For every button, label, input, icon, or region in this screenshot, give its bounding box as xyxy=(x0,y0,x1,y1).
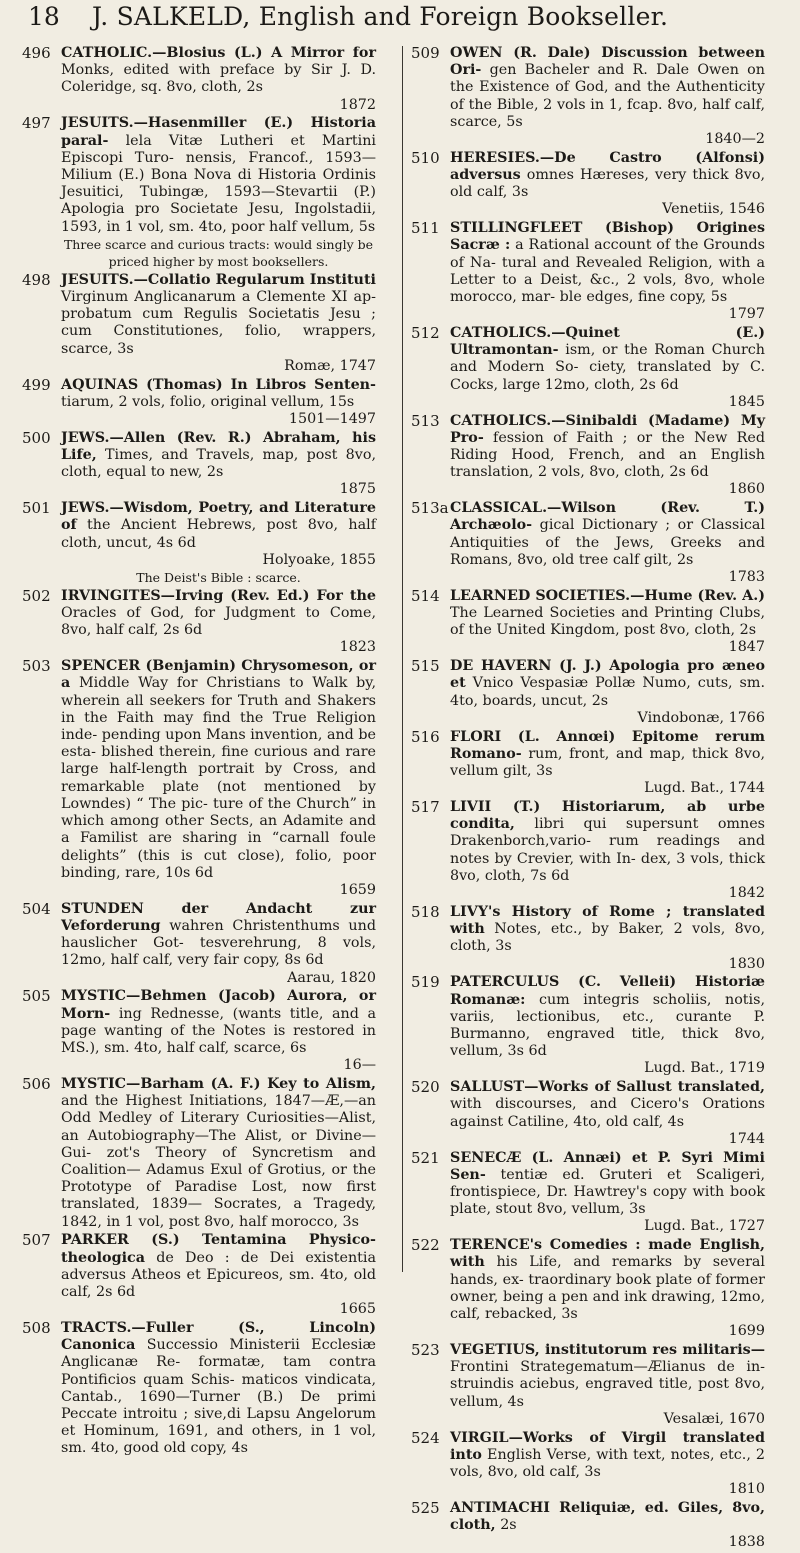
catalogue-entry xyxy=(411,500,765,586)
entry-text xyxy=(61,1076,376,1231)
entry-description: fession of Faith ; or the New Red Riding Hood, French, and an English translation, 2 vols, 8vo, cloth, 2s 6d xyxy=(450,429,765,481)
entry-description: lela Vitæ Lutheri et Martini Episcopi Turo- nensis, Francof., 1593—Milium (E.) Bona Nova di Historia Ordinis Jesuitici, Tubingæ, 1593—Stevartii (P.) Apologia pro Societate Jesu, Ingolstadii, 1593, in 1 vol, sm. 4to, poor half vellum, 5s xyxy=(61,132,377,235)
page-header xyxy=(28,2,780,42)
entry-heading: SALLUST—Works of Sallust translated, xyxy=(450,1079,765,1096)
entry-description: and the Highest Initiations, 1847—Æ,—an Odd Medley of Literary Curiosities—Alist, an Autobiography—The Alist, or Divine—Gui- zot's Theory of Syncretism and Coalition— Adamus Exul of Grotius, or the Prototype of Paradise Lost, now first translated, 1839— Socrates, a Tragedy, 1842, in 1 vol, post 8vo, half morocco, 3s xyxy=(61,1093,376,1230)
entry-text xyxy=(61,988,376,1074)
entry-note: The Deist's Bible : scarce. xyxy=(136,570,301,586)
entry-text xyxy=(61,901,376,987)
entry-number: 510 xyxy=(411,148,440,167)
entry-heading: TRACTS.—Fuller (S., Lincoln) Canonica xyxy=(61,1319,376,1354)
catalogue-entry xyxy=(22,272,376,375)
entry-number: 521 xyxy=(411,1148,440,1167)
entry-description: rum, front, and map, thick 8vo, vellum gilt, 3s xyxy=(450,745,766,780)
entry-text xyxy=(450,325,765,411)
entry-description: English Verse, with text, notes, etc., 2 vols, 8vo, old calf, 3s xyxy=(450,1446,766,1480)
left-column xyxy=(22,45,376,1459)
entry-imprint: 1875 xyxy=(339,481,376,498)
entry-description: cum integris scholiis, notis, variis, lectionibus, etc., curante P. Burmanno, engraved title, thick 8vo, vellum, 3s 6d xyxy=(450,991,766,1060)
entry-heading: CLASSICAL.—Wilson (Rev. T.) Archæolo- xyxy=(450,500,765,534)
column-divider xyxy=(402,46,403,1272)
entry-number: 503 xyxy=(22,657,51,676)
catalogue-entry xyxy=(22,658,376,899)
entry-heading: STILLINGFLEET (Bishop) Origines Sacræ : xyxy=(450,220,765,254)
entry-heading: LIVII (T.) Historiarum, ab urbe condita, xyxy=(450,799,765,833)
entry-imprint: Romæ, 1747 xyxy=(284,357,376,374)
entry-heading: MYSTIC—Behmen (Jacob) Aurora, or Morn- xyxy=(61,988,376,1022)
entry-description: 2s xyxy=(500,1517,517,1534)
entry-imprint: 1501—1497 xyxy=(288,411,376,428)
entry-heading: CATHOLICS.—Sinibaldi (Madame) My Pro- xyxy=(450,412,765,446)
catalogue-entry xyxy=(411,904,765,973)
entry-number: 498 xyxy=(22,270,51,289)
entry-imprint: Lugd. Bat., 1719 xyxy=(644,1060,765,1077)
entry-number: 501 xyxy=(22,499,51,518)
entry-description: the Ancient Hebrews, post 8vo, half cloth, uncut, 4s 6d xyxy=(61,517,377,551)
entry-number: 497 xyxy=(22,114,51,133)
entry-text xyxy=(61,1232,376,1318)
entry-text xyxy=(61,588,376,657)
entry-heading: VEGETIUS, institutorum res militaris— xyxy=(450,1341,765,1358)
entry-number: 512 xyxy=(411,324,440,343)
entry-text xyxy=(450,150,765,219)
entry-imprint: 16— xyxy=(343,1057,376,1074)
entry-description: Successio Ministerii Ecclesiæ Anglicanæ Re- formatæ, tam contra Pontificios quam Schis- maticos vindicata, Cantab., 1690—Turner (B.) De primi Peccate introitu ; sive,di Lapsu Angelorum et Hominum, 1691, and others, in 1 vol, sm. 4to, good old copy, 4s xyxy=(61,1337,376,1457)
entry-text xyxy=(450,658,765,727)
entry-heading: TERENCE's Comedies : made English, with xyxy=(450,1237,765,1271)
entry-description: Middle Way for Christians to Walk by, wherein all seekers for Truth and Shakers in the Faith may find the True Religion inde- pending upon Mans invention, and be esta- blished therein, fine curious and rare large half-length portrait by Cross, and remarkable plate (not mentioned by Lowndes) “ The pic- ture of the Church” in which among other Sects, an Adamite and a Familist are sharing in “carnall foule delights” (this is cut close), folio, poor binding, rare, 10s 6d xyxy=(61,675,376,881)
page-number: 18 xyxy=(28,2,60,31)
entry-text xyxy=(61,272,376,375)
entry-description: a Rational account of the Grounds of Na- tural and Revealed Religion, with a Letter to a Deist, &c., 2 vols, 8vo, whole morocco, mar- ble edges, fine copy, 5s xyxy=(450,237,766,306)
entry-imprint: 1699 xyxy=(728,1323,765,1340)
entry-imprint: 1744 xyxy=(728,1130,765,1147)
entry-heading: PATERCULUS (C. Velleii) Historiæ Romanæ: xyxy=(450,974,765,1008)
entry-number: 511 xyxy=(411,219,440,238)
entry-heading: JEWS.—Allen (Rev. R.) Abraham, his Life, xyxy=(61,429,376,464)
catalogue-entry xyxy=(411,588,765,657)
catalogue-entry xyxy=(411,1237,765,1340)
catalogue-entry xyxy=(22,430,376,499)
entry-text xyxy=(61,658,376,899)
entry-text xyxy=(61,377,376,429)
entry-heading: HERESIES.—De Castro (Alfonsi) adversus xyxy=(450,149,765,184)
entry-description: ism, or the Roman Church and Modern So- ciety, translated by C. Cocks, large 12mo, cloth, 2s 6d xyxy=(450,342,765,393)
entry-imprint: 1797 xyxy=(728,306,765,323)
entry-imprint: 1659 xyxy=(339,881,376,898)
entry-heading: FLORI (L. Annœi) Epitome rerum Romano- xyxy=(450,728,765,762)
entry-text xyxy=(450,1237,765,1340)
entry-description: ing Rednesse, (wants title, and a page wanting of the Notes is restored in MS.), sm. 4to, half calf, scarce, 6s xyxy=(61,1005,377,1056)
entry-number: 506 xyxy=(22,1074,51,1093)
entry-description: Times, and Travels, map, post 8vo, cloth, equal to new, 2s xyxy=(61,447,376,481)
entry-heading: IRVINGITES—Irving (Rev. Ed.) For the xyxy=(61,587,376,604)
entry-text xyxy=(450,500,765,586)
entry-text xyxy=(450,220,765,323)
entry-text xyxy=(450,1079,765,1148)
entry-number: 514 xyxy=(411,586,440,605)
catalogue-entry xyxy=(411,1430,765,1499)
entry-description: de Deo : de Dei existentia adversus Atheos et Epicureos, sm. 4to, old calf, 2s 6d xyxy=(61,1249,377,1300)
entry-heading: ANTIMACHI Reliquiæ, ed. Giles, 8vo, cloth, xyxy=(450,1499,765,1534)
catalogue-entry xyxy=(411,729,765,798)
catalogue-entry xyxy=(411,799,765,902)
entry-text xyxy=(450,413,765,499)
entry-number: 505 xyxy=(22,987,51,1006)
catalogue-entry xyxy=(411,45,765,148)
entry-description: Virginum Anglicanarum a Clemente XI ap- probatum cum Regulis Societatis Jesu ; cum Constitutiones, folio, wrappers, scarce, 3s xyxy=(61,289,376,357)
entry-description: tentiæ ed. Gruteri et Scaligeri, frontispiece, Dr. Hawtrey's copy with book plate, stout 8vo, vellum, 3s xyxy=(450,1166,766,1218)
entry-text xyxy=(450,1430,765,1499)
entry-imprint: Lugd. Bat., 1744 xyxy=(644,780,765,797)
entry-number: 509 xyxy=(411,44,440,62)
catalogue-entry xyxy=(411,1500,765,1552)
entry-number: 515 xyxy=(411,657,440,676)
entry-heading: CATHOLIC.—Blosius (L.) A Mirror for xyxy=(61,45,376,61)
catalogue-entry xyxy=(411,413,765,499)
catalogue-entry xyxy=(411,974,765,1077)
entry-description: wahren Christenthums und hauslicher Got- tesverehrung, 8 vols, 12mo, half calf, very fair copy, 8s 6d xyxy=(61,917,376,969)
entry-description: with discourses, and Cicero's Orations against Catiline, 4to, old calf, 4s xyxy=(450,1096,765,1130)
entry-number: 507 xyxy=(22,1231,51,1250)
entry-text xyxy=(450,1150,765,1236)
entry-heading: SENECÆ (L. Annæi) et P. Syri Mimi Sen- xyxy=(450,1149,765,1183)
entry-imprint: 1842 xyxy=(728,885,765,902)
entry-number: 496 xyxy=(22,44,51,62)
catalogue-entry xyxy=(22,45,376,114)
entry-number: 517 xyxy=(411,798,440,817)
entry-description: omnes Hæreses, very thick 8vo, old calf, 3s xyxy=(450,167,766,201)
entry-text xyxy=(61,1320,376,1458)
entry-text xyxy=(450,588,765,657)
entry-imprint: 1823 xyxy=(339,639,376,656)
entry-number: 520 xyxy=(411,1078,440,1097)
entry-text xyxy=(61,45,376,114)
entry-heading: SPENCER (Benjamin) Chrysomeson, or a xyxy=(61,658,376,692)
catalogue-entry xyxy=(22,901,376,987)
entry-number: 522 xyxy=(411,1236,440,1255)
entry-imprint: 1830 xyxy=(728,955,765,972)
entry-imprint: 1860 xyxy=(728,481,765,498)
running-title: J. SALKELD, English and Foreign Bookseller. xyxy=(92,2,669,31)
catalogue-entry xyxy=(22,1320,376,1458)
entry-number: 518 xyxy=(411,902,440,921)
entry-text xyxy=(450,729,765,798)
catalogue-entry xyxy=(22,988,376,1074)
entry-heading: STUNDEN der Andacht zur Veforderung xyxy=(61,900,376,934)
entry-description: his Life, and remarks by several hands, ex- traordinary book plate of former owner, being a pen and ink drawing, 12mo, calf, rebacked, 3s xyxy=(450,1254,766,1322)
entry-imprint: Venetiis, 1546 xyxy=(662,201,765,218)
catalogue-entry xyxy=(411,1150,765,1236)
catalogue-entry xyxy=(411,325,765,411)
entry-note: Three scarce and curious tracts: would singly be priced higher by most booksellers. xyxy=(63,236,374,270)
entry-description: libri qui supersunt omnes Drakenborch,vario- rum readings and notes by Crevier, with In- dex, 3 vols, thick 8vo, cloth, 7s 6d xyxy=(450,816,765,884)
entry-number: 513 xyxy=(411,411,440,430)
entry-number: 525 xyxy=(411,1498,440,1517)
entry-description: gen Bacheler and R. Dale Owen on the Existence of God, and the Authenticity of the Bible, 2 vols in 1, fcap. 8vo, half calf, scarce, 5s xyxy=(450,62,765,130)
entry-heading: CATHOLICS.—Quinet (E.) Ultramontan- xyxy=(450,325,765,359)
entry-number: 523 xyxy=(411,1340,440,1359)
entry-number: 524 xyxy=(411,1428,440,1447)
entry-heading: VIRGIL—Works of Virgil translated into xyxy=(450,1429,765,1463)
entry-heading: OWEN (R. Dale) Discussion between Ori- xyxy=(450,45,765,79)
entry-text xyxy=(61,115,376,270)
entry-imprint: 1847 xyxy=(728,639,765,656)
catalogue-entry xyxy=(411,658,765,727)
entry-text xyxy=(61,430,376,499)
entry-text xyxy=(450,904,765,973)
entry-number: 504 xyxy=(22,899,51,918)
entry-number: 516 xyxy=(411,727,440,746)
catalogue-entry xyxy=(411,1079,765,1148)
entry-text xyxy=(61,500,376,586)
entry-imprint: Vindobonæ, 1766 xyxy=(637,709,765,726)
catalogue-entry xyxy=(22,588,376,657)
entry-imprint: Lugd. Bat., 1727 xyxy=(644,1218,765,1235)
entry-description: gical Dictionary ; or Classical Antiquities of the Jews, Greeks and Romans, 8vo, old tree calf gilt, 2s xyxy=(450,517,765,568)
entry-heading: DE HAVERN (J. J.) Apologia pro æneo et xyxy=(450,658,765,692)
entry-heading: LIVY's History of Rome ; translated with xyxy=(450,903,765,938)
entry-heading: LEARNED SOCIETIES.—Hume (Rev. A.) xyxy=(450,587,765,604)
entry-description: Oracles of God, for Judgment to Come, 8vo, half calf, 2s 6d xyxy=(61,605,376,639)
entry-imprint: 1872 xyxy=(339,96,376,113)
entry-heading: AQUINAS (Thomas) In Libros Senten- xyxy=(61,376,376,393)
entry-heading: JEWS.—Wisdom, Poetry, and Literature of xyxy=(61,500,376,534)
entry-description: Monks, edited with preface by Sir J. D. Coleridge, sq. 8vo, cloth, 2s xyxy=(61,62,376,96)
entry-text xyxy=(450,1500,765,1552)
right-column xyxy=(411,45,765,1553)
entry-description: Notes, etc., by Baker, 2 vols, 8vo, cloth, 3s xyxy=(450,921,766,955)
entry-description: tiarum, 2 vols, folio, original vellum, 15s xyxy=(61,393,355,410)
entry-imprint: Vesalæi, 1670 xyxy=(663,1410,765,1427)
entry-heading: MYSTIC—Barham (A. F.) Key to Alism, xyxy=(61,1075,376,1092)
catalogue-entry xyxy=(22,1076,376,1231)
entry-text xyxy=(450,45,765,148)
entry-imprint: Holyoake, 1855 xyxy=(262,551,376,568)
catalogue-entry xyxy=(411,1342,765,1428)
entry-number: 508 xyxy=(22,1318,51,1337)
entry-number: 513a xyxy=(411,499,449,518)
entry-imprint: 1838 xyxy=(728,1534,765,1551)
entry-heading: JESUITS.—Collatio Regularum Instituti xyxy=(61,271,376,288)
entry-text xyxy=(450,974,765,1077)
catalogue-entry xyxy=(22,500,376,586)
entry-heading: JESUITS.—Hasenmiller (E.) Historia paral- xyxy=(61,115,376,149)
entry-number: 519 xyxy=(411,973,440,992)
catalogue-entry xyxy=(411,150,765,219)
entry-text xyxy=(450,799,765,902)
catalogue-entry xyxy=(411,220,765,323)
entry-number: 499 xyxy=(22,375,51,394)
entry-imprint: 1810 xyxy=(728,1481,765,1498)
entry-imprint: Aarau, 1820 xyxy=(287,969,376,986)
entry-imprint: 1783 xyxy=(728,569,765,586)
catalogue-entry xyxy=(22,115,376,270)
catalogue-entry xyxy=(22,1232,376,1318)
entry-description: Frontini Strategematum—Ælianus de in- struindis aciebus, engraved title, post 8vo, vellum, 4s xyxy=(450,1359,765,1410)
entry-text xyxy=(450,1342,765,1428)
catalogue-entry xyxy=(22,377,376,429)
entry-description: Vnico Vespasiæ Pollæ Numo, cuts, sm. 4to, boards, uncut, 2s xyxy=(450,675,765,709)
entry-description: The Learned Societies and Printing Clubs, of the United Kingdom, post 8vo, cloth, 2s xyxy=(450,605,765,639)
entry-imprint: 1665 xyxy=(339,1301,376,1318)
entry-number: 502 xyxy=(22,586,51,605)
entry-heading: PARKER (S.) Tentamina Physico-theologica xyxy=(61,1232,376,1266)
entry-number: 500 xyxy=(22,428,51,447)
entry-imprint: 1840—2 xyxy=(705,131,765,148)
entry-imprint: 1845 xyxy=(728,393,765,410)
